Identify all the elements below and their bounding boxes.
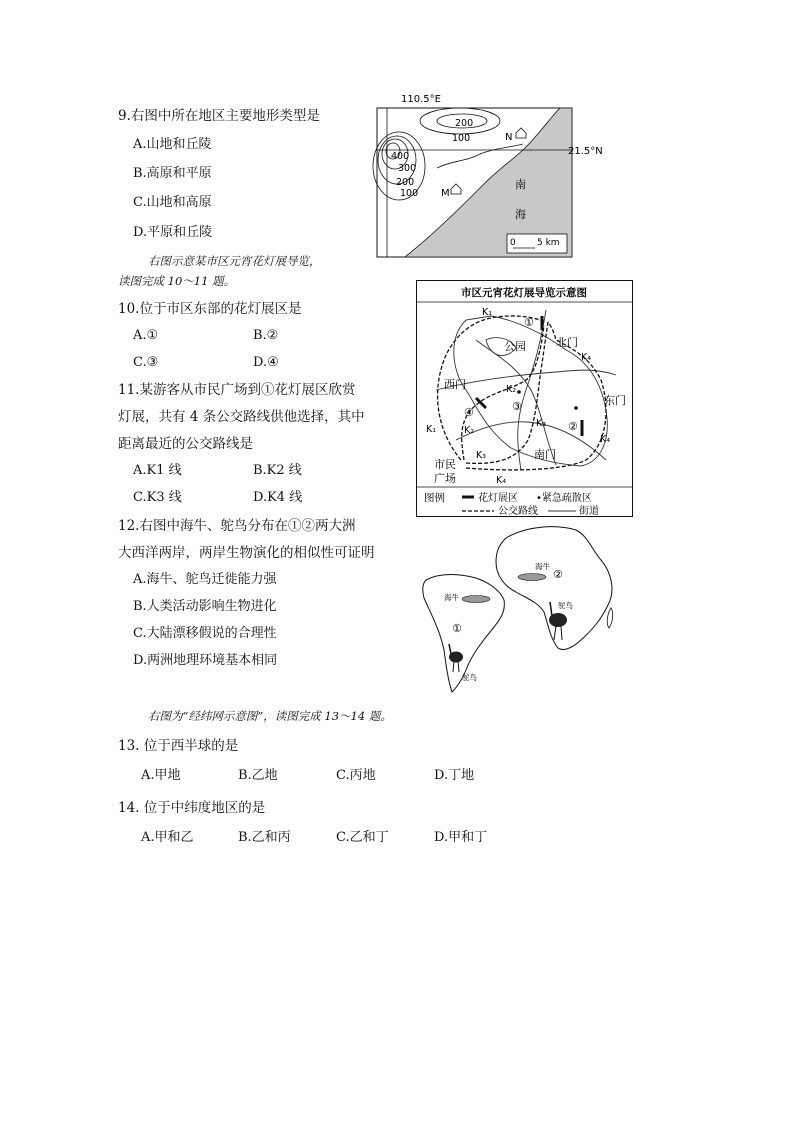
q11-stem-3: 距离最近的公交路线是 [118,436,253,452]
legend-zone: 花灯展区 [478,493,518,504]
contour-label-200: 200 [455,118,474,129]
evac-point-1 [517,390,521,394]
ostrich-label-africa: 鸵鸟 [558,601,573,610]
q9-stem: 9.右图中所在地区主要地形类型是 [118,108,320,124]
scale-length: 5 km [537,238,560,248]
q10-option-c[interactable]: C.③ [133,355,159,370]
route-label-k2-mid: K₂ [506,384,517,395]
q13-option-b[interactable]: B.乙地 [238,768,278,783]
route-label-k4-top: K₄ [581,352,592,363]
route-label-k3-mid: K₃ [536,418,547,429]
south-america-number: ① [452,622,462,635]
evac-point-2 [574,406,578,410]
manatee-label-america: 海牛 [444,593,459,602]
scale-zero: 0 [510,238,516,248]
q10-option-d[interactable]: D.④ [253,355,279,370]
manatee-label-africa: 海牛 [535,562,550,571]
q12-option-a[interactable]: A.海牛、鸵鸟迁徙能力强 [133,572,277,587]
contour-label-100: 100 [452,133,471,144]
q14-option-b[interactable]: B.乙和丙 [238,830,291,845]
q11-option-c[interactable]: C.K3 线 [133,490,182,505]
zone-4-label: ④ [464,406,474,419]
africa-outline [496,527,612,650]
sea-label-2: 海 [515,208,526,221]
africa-number: ② [553,568,563,581]
manatee-icon-america [462,596,490,603]
contour-label-100-west: 100 [400,188,419,199]
q12-option-c[interactable]: C.大陆漂移假说的合理性 [133,626,277,641]
q11-stem-2: 灯展，共有 4 条公交路线供他选择，其中 [118,409,365,425]
q11-stem-1: 11.某游客从市民广场到①花灯展区欣赏 [118,382,356,398]
q12-stem-2: 大西洋两岸，两岸生物演化的相似性可证明 [118,545,375,561]
lantern-map [416,280,634,518]
legend-bus: 公交路线 [498,506,538,517]
q14-option-c[interactable]: C.乙和丁 [336,830,389,845]
continents-map [416,520,626,700]
q9-option-d[interactable]: D.平原和丘陵 [133,225,213,240]
contour-label-400: 400 [391,151,410,162]
q14-stem: 14. 位于中纬度地区的是 [118,800,266,816]
q10-stem: 10.位于市区东部的花灯展区是 [118,301,302,317]
legend-evac: •紧急疏散区 [536,493,592,504]
q9-option-a[interactable]: A.山地和丘陵 [133,137,212,152]
route-label-k4-right: K₄ [600,434,611,445]
zone-1-label: ① [524,316,534,329]
route-label-k1-left: K₁ [426,424,437,435]
zone-3-label: ③ [512,400,522,413]
q9-option-c[interactable]: C.山地和高原 [133,195,212,210]
q10-option-a[interactable]: A.① [133,328,159,343]
lon-label: 110.5°E [401,94,441,105]
q10-option-b[interactable]: B.② [253,328,279,343]
q11-option-d[interactable]: D.K4 线 [253,490,303,505]
plaza-label-2: 广场 [434,472,456,485]
contour-label-200-west: 200 [396,177,415,188]
q12-stem-1: 12.右图中海牛、鸵鸟分布在①②两大洲 [118,518,356,534]
contour-label-300: 300 [398,163,417,174]
ostrich-label-america: 鸵鸟 [462,673,477,682]
route-label-k1-top: K₁ [482,307,493,318]
q14-option-d[interactable]: D.甲和丁 [434,830,488,845]
q13-option-a[interactable]: A.甲地 [141,768,181,783]
plaza-label-1: 市民 [434,458,456,471]
map2-title: 市区元宵花灯展导览示意图 [461,287,587,299]
q13-option-d[interactable]: D.丁地 [434,768,475,783]
intro-10-11-line2: 读图完成 10～11 题。 [118,274,236,288]
sea-label-1: 南 [515,178,526,191]
town-n-label: N [505,132,513,143]
q11-option-a[interactable]: A.K1 线 [133,463,182,478]
lat-label: 21.5°N [568,146,603,157]
q9-option-b[interactable]: B.高原和平原 [133,166,212,181]
town-m-label: M [441,188,450,199]
intro-13-14: 右图为“经纬网示意图”，读图完成 13～14 题。 [148,709,392,723]
legend-label: 图例 [424,492,445,504]
route-label-k2-left: K₂ [464,425,475,436]
manatee-icon-africa [518,574,546,581]
park-label: 公园 [504,340,526,353]
east-gate-label: 东门 [604,394,626,407]
west-gate-label: 西门 [444,378,466,391]
intro-10-11-line1: 右图示意某市区元宵花灯展导览， [148,254,321,268]
q12-option-d[interactable]: D.两洲地理环境基本相同 [133,653,278,668]
zone-2-label: ② [568,420,578,433]
topo-map [365,88,620,260]
route-label-k3-bottom: K₃ [476,450,487,461]
madagascar-outline [607,608,612,628]
route-label-k4-bottom: K₄ [496,475,507,486]
q11-option-b[interactable]: B.K2 线 [253,463,302,478]
north-gate-label: 北门 [556,336,578,349]
q12-option-b[interactable]: B.人类活动影响生物进化 [133,599,277,614]
south-gate-label: 南门 [534,448,556,461]
q14-option-a[interactable]: A.甲和乙 [141,830,194,845]
q13-option-c[interactable]: C.丙地 [336,768,376,783]
q13-stem: 13. 位于西半球的是 [118,738,239,754]
legend-street: 街道 [579,506,599,517]
